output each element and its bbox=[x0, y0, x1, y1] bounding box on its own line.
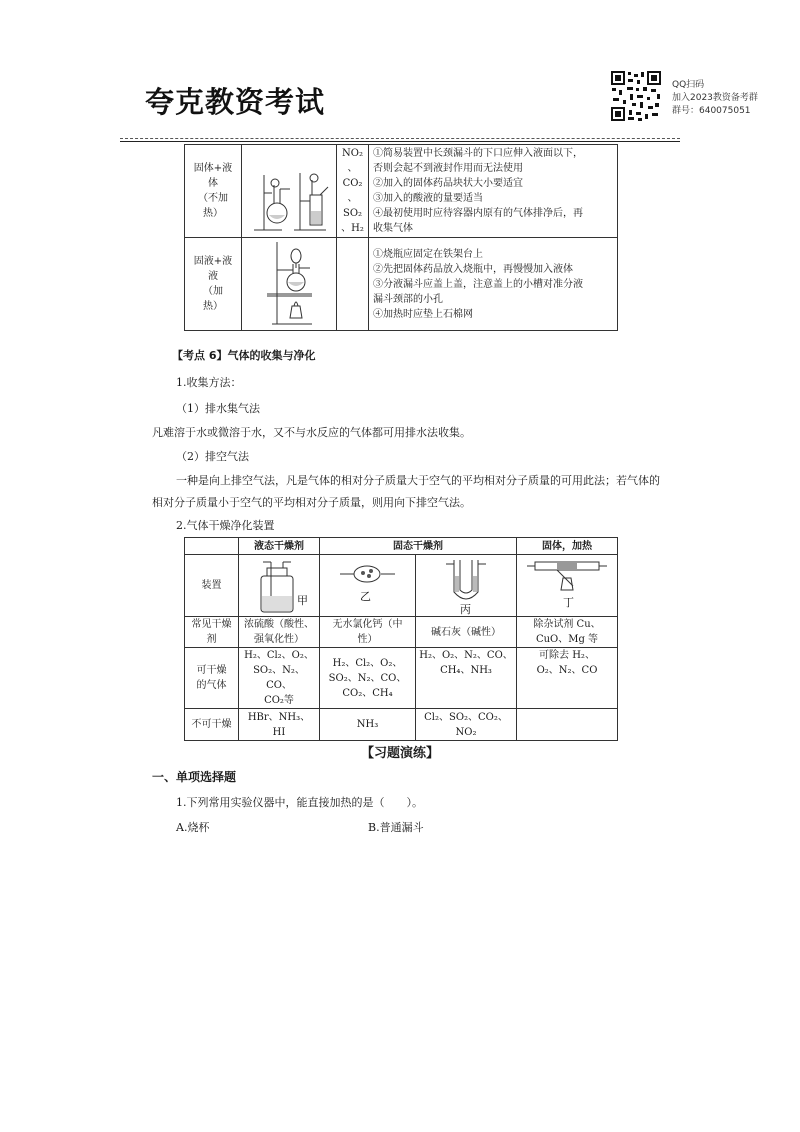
row-header bbox=[185, 648, 239, 709]
cell-line: 否则会起不到液封作用而无法使用 bbox=[373, 163, 523, 174]
reaction-type-cell bbox=[185, 238, 242, 331]
paragraph: 相对分子质量小于空气的平均相对分子质量，则用向下排空气法。 bbox=[152, 496, 471, 509]
kaodian-heading: 【考点 6】气体的收集与净化 bbox=[172, 349, 316, 362]
cell-line: SO₂、N₂、CO、 bbox=[328, 672, 407, 684]
qr-line: 加入2023教资备考群 bbox=[672, 93, 758, 103]
gas-drying-table bbox=[184, 537, 618, 741]
cell-line: H₂、Cl₂、O₂、 bbox=[332, 657, 403, 669]
cell-line: CO₂ bbox=[342, 178, 363, 189]
brand-logo-text: 夸克教资考试 bbox=[145, 85, 326, 119]
table-row bbox=[185, 648, 618, 709]
cell-line: （不加 bbox=[198, 193, 228, 204]
cell-line: 浓硫酸（酸性、 bbox=[244, 619, 314, 630]
hard-glass-tube-diagram bbox=[517, 556, 617, 616]
cell-line: 无水氯化钙（中 bbox=[332, 619, 403, 630]
paragraph: 凡难溶于水或微溶于水，又不与水反应的气体都可用排水法收集。 bbox=[152, 426, 471, 439]
kipp-apparatus-diagram bbox=[242, 145, 336, 237]
device-cell bbox=[239, 555, 320, 617]
notes-cell bbox=[369, 145, 618, 238]
cell-line: NO₂ bbox=[342, 148, 363, 159]
table-cell bbox=[517, 648, 618, 709]
u-tube-diagram bbox=[416, 556, 516, 616]
gas-list-cell bbox=[337, 145, 369, 238]
cell-line: CuO、Mg 等 bbox=[535, 634, 599, 645]
qr-line: 群号：640075051 bbox=[672, 106, 751, 116]
cell-line: CO₂等 bbox=[264, 695, 294, 706]
cell-line: H₂、O₂、N₂、CO、 bbox=[419, 650, 513, 661]
paragraph: （1）排水集气法 bbox=[176, 402, 260, 415]
cell-line: 热） bbox=[203, 208, 223, 219]
row-header bbox=[185, 617, 239, 648]
paragraph: 一种是向上排空气法，凡是气体的相对分子质量大于空气的平均相对分子质量的可用此法；若气体的 bbox=[176, 474, 660, 487]
cell-line: ①简易装置中长颈漏斗的下口应伸入液面以下， bbox=[373, 148, 583, 159]
cell-line: 、H₂ bbox=[341, 223, 364, 234]
cell-line: 、 bbox=[347, 193, 358, 204]
gas-generation-table bbox=[184, 144, 618, 331]
option-a[interactable]: A.烧杯 bbox=[176, 821, 210, 834]
cell-line: SO₂ bbox=[342, 208, 363, 219]
cell-line: ④加热时应垫上石棉网 bbox=[373, 308, 473, 320]
cell-line: 固体+液 bbox=[193, 163, 233, 174]
column-header: 固态干燥剂 bbox=[320, 538, 517, 555]
flask-heating-diagram bbox=[242, 238, 336, 330]
drying-tube-diagram bbox=[320, 556, 415, 616]
cell-line: 除杂试剂 Cu、 bbox=[533, 619, 601, 630]
cell-line: 强氧化性） bbox=[254, 634, 304, 645]
device-label: 丁 bbox=[563, 595, 574, 609]
cell-line: ②加入的固体药品块状大小要适宜 bbox=[373, 178, 523, 189]
cell-line: 可除去 H₂、 bbox=[539, 650, 595, 661]
cell-line: 可干燥 bbox=[196, 665, 227, 676]
cell-line: 性） bbox=[357, 634, 378, 645]
table-cell bbox=[416, 648, 517, 709]
cell-line: ③分液漏斗应盖上盖，注意盖上的小槽对准分液 bbox=[373, 278, 583, 290]
cell-line: 碱石灰（碱性） bbox=[431, 626, 501, 638]
cell-line: 剂 bbox=[206, 634, 217, 645]
device-cell bbox=[320, 555, 416, 617]
cell-line: ③加入的酸液的量要适当 bbox=[373, 193, 483, 204]
table-cell bbox=[239, 617, 320, 648]
qr-caption bbox=[672, 79, 758, 118]
header-divider bbox=[120, 141, 680, 142]
cell-line: 、 bbox=[347, 163, 358, 174]
device-cell bbox=[416, 555, 517, 617]
table-header-row bbox=[185, 538, 618, 555]
table-row bbox=[185, 238, 618, 331]
column-header bbox=[185, 538, 239, 555]
device-label: 甲 bbox=[297, 593, 308, 607]
cell-line: Cl₂、SO₂、CO₂、 bbox=[424, 711, 508, 723]
qr-line: QQ扫码 bbox=[672, 80, 705, 90]
cell-line: ②先把固体药品放入烧瓶中，再慢慢加入液体 bbox=[373, 263, 573, 275]
cell-line: O₂、N₂、CO bbox=[536, 665, 598, 676]
cell-line: ①烧瓶应固定在铁架台上 bbox=[373, 248, 483, 260]
cell-line: 体 bbox=[208, 178, 218, 189]
column-header: 固体，加热 bbox=[517, 538, 618, 555]
cell-line: NO₂ bbox=[455, 726, 477, 738]
table-row bbox=[185, 555, 618, 617]
table-cell bbox=[239, 648, 320, 709]
device-label: 丙 bbox=[460, 602, 471, 616]
table-cell: NH₃ bbox=[320, 709, 416, 741]
device-label: 乙 bbox=[360, 589, 371, 603]
table-cell bbox=[416, 709, 517, 741]
cell-line: 漏斗颈部的小孔 bbox=[373, 293, 443, 305]
exercise-title: 【习题演练】 bbox=[360, 746, 439, 761]
qr-code-icon bbox=[610, 70, 662, 122]
table-cell bbox=[416, 617, 517, 648]
cell-line: CH₄、NH₃ bbox=[440, 665, 492, 676]
option-b[interactable]: B.普通漏斗 bbox=[368, 821, 424, 834]
cell-line: 收集气体 bbox=[373, 223, 413, 234]
paragraph: （2）排空气法 bbox=[176, 450, 249, 463]
notes-cell bbox=[369, 238, 618, 331]
cell-line: 的气体 bbox=[196, 680, 227, 691]
row-header: 装置 bbox=[185, 555, 239, 617]
table-cell bbox=[320, 617, 416, 648]
column-header: 液态干燥剂 bbox=[239, 538, 320, 555]
table-row bbox=[185, 709, 618, 741]
table-row bbox=[185, 617, 618, 648]
gas-list-cell bbox=[337, 238, 369, 331]
table-cell bbox=[517, 617, 618, 648]
question-text: 1.下列常用实验仪器中，能直接加热的是（ ）。 bbox=[176, 796, 423, 809]
paragraph: 1.收集方法： bbox=[176, 376, 242, 389]
device-cell bbox=[517, 555, 618, 617]
apparatus-image-cell bbox=[242, 238, 337, 331]
row-header: 不可干燥 bbox=[185, 709, 239, 741]
reaction-type-cell bbox=[185, 145, 242, 238]
cell-line: H₂、Cl₂、O₂、 bbox=[244, 650, 314, 661]
table-row bbox=[185, 145, 618, 238]
cell-line: 常见干燥 bbox=[191, 619, 232, 630]
paragraph: 2.气体干燥净化装置 bbox=[176, 519, 275, 532]
cell-line: （加 bbox=[203, 286, 223, 297]
apparatus-image-cell bbox=[242, 145, 337, 238]
section-heading: 一、单项选择题 bbox=[152, 770, 237, 784]
cell-line: SO₂、N₂、CO、 bbox=[253, 665, 305, 691]
table-cell bbox=[320, 648, 416, 709]
cell-line: 热） bbox=[203, 301, 223, 312]
cell-line: 液 bbox=[208, 271, 218, 282]
cell-line: 固液+液 bbox=[193, 256, 233, 267]
cell-line: ④最初使用时应待容器内原有的气体排净后，再 bbox=[373, 208, 583, 219]
cell-line: CO₂、CH₄ bbox=[342, 687, 393, 699]
header-divider bbox=[120, 138, 680, 139]
table-cell bbox=[517, 709, 618, 741]
table-cell: HBr、NH₃、HI bbox=[239, 709, 320, 741]
gas-washing-bottle-diagram bbox=[239, 556, 319, 616]
